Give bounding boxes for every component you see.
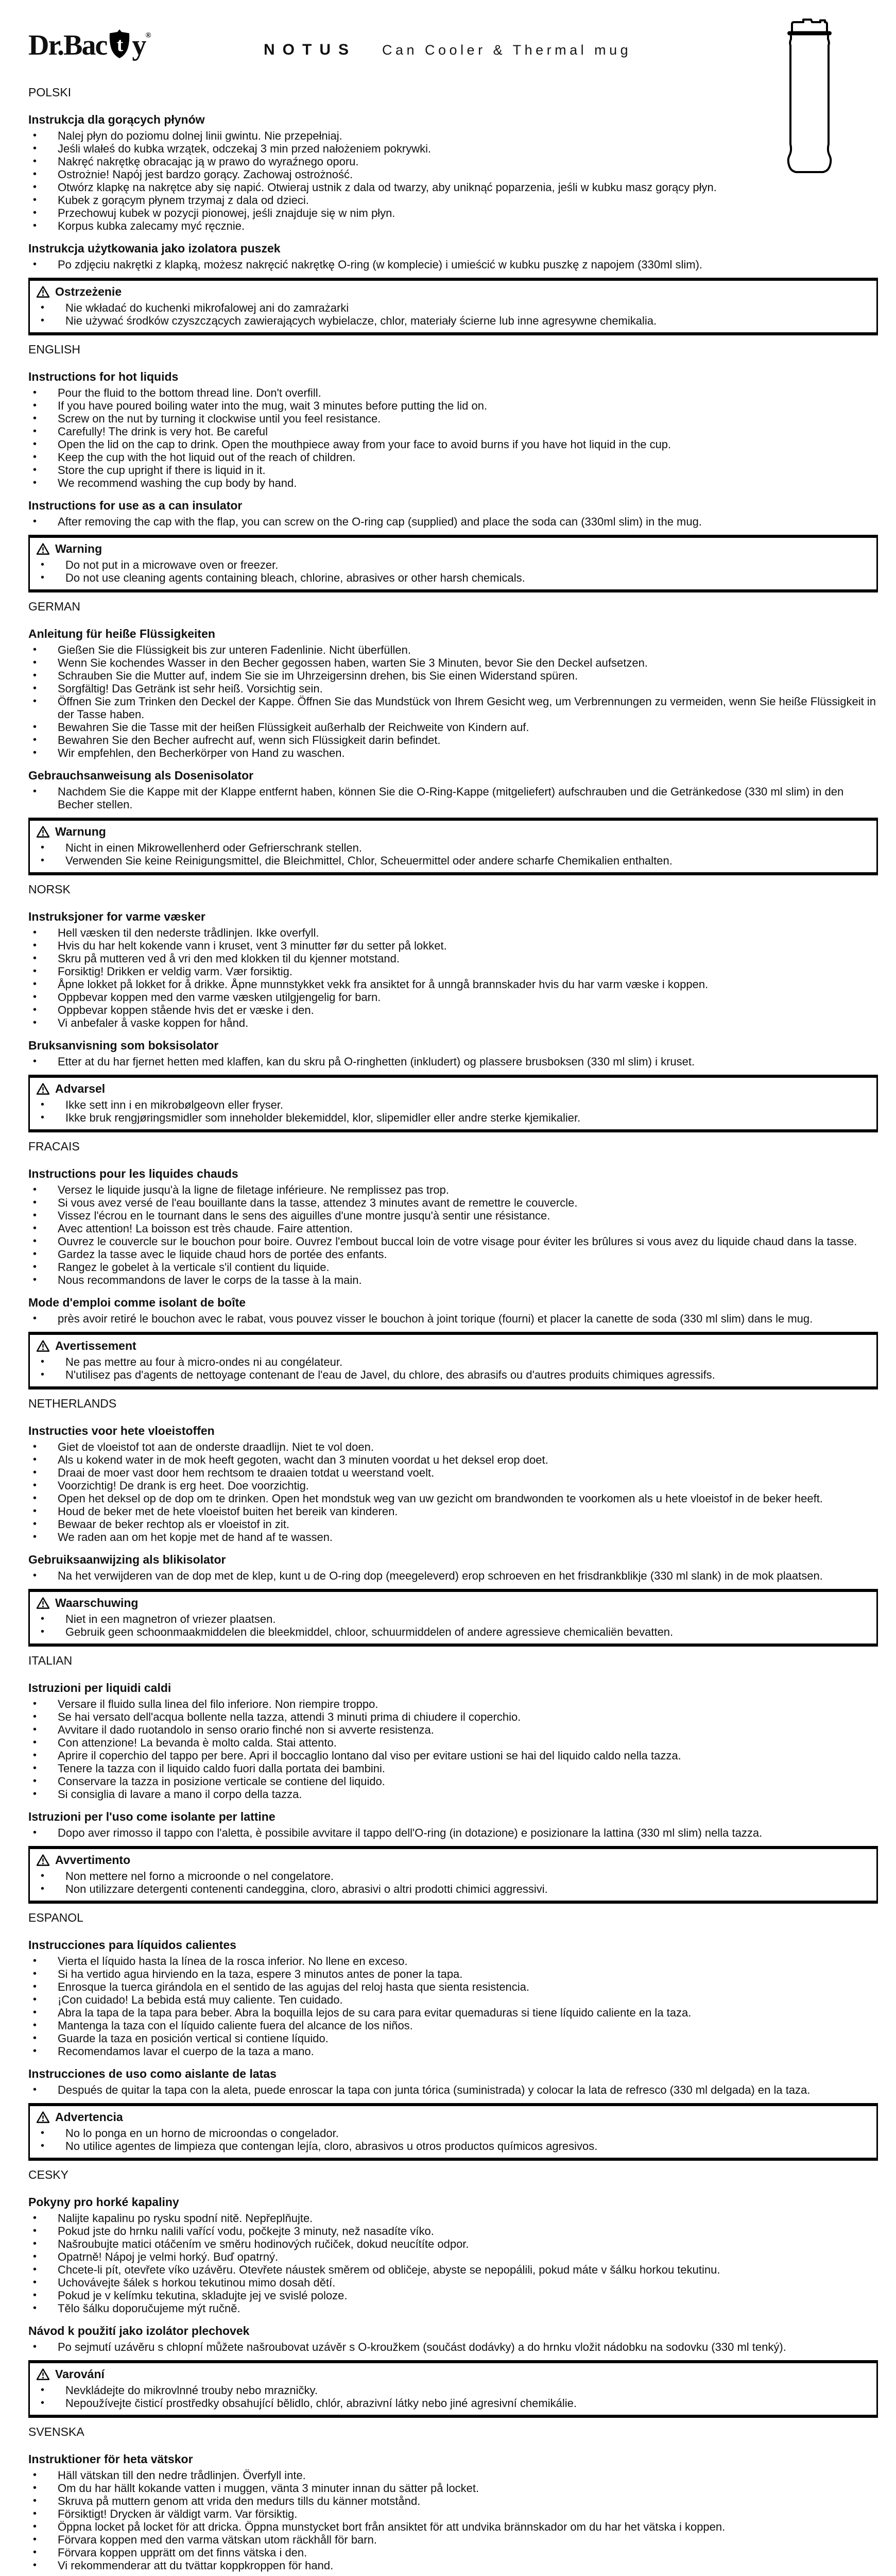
instruction-item: • Häll vätskan till den nedre trådlinjen. Överfyll inte. xyxy=(28,2469,878,2482)
instruction-item: • N'utilisez pas d'agents de nettoyage contenant de l'eau de Javel, du chlore, des abrasifs ou d'autres produits chimiques agressifs. xyxy=(36,1368,870,1381)
language-section xyxy=(28,2169,878,2418)
instruction-item: • Sorgfältig! Das Getränk ist sehr heiß. Vorsichtig sein. xyxy=(28,682,878,695)
language-section xyxy=(28,884,878,1132)
instruction-item: • Draai de moer vast door hem rechtsom te draaien totdat u weerstand voelt. xyxy=(28,1466,878,1479)
instruction-item: • Przechowuj kubek w pozycji pionowej, jeśli znajduje się w nim płyn. xyxy=(28,207,878,219)
can-insulator-list xyxy=(28,515,878,528)
instruction-item: • Non utilizzare detergenti contenenti candeggina, cloro, abrasivi o altri prodotti chimici aggressivi. xyxy=(36,1883,870,1895)
warning-list xyxy=(36,2127,870,2153)
instruction-item: • Si ha vertido agua hirviendo en la taza, espere 3 minutos antes de poner la tapa. xyxy=(28,1968,878,1980)
hot-liquids-list xyxy=(28,643,878,759)
instruction-item: • Åpne lokket på lokket for å drikke. Åpne munnstykket vekk fra ansiktet for å unngå brannskader hvis du har varm væske i koppen. xyxy=(28,978,878,991)
instruction-item: • Niet in een magnetron of vriezer plaatsen. xyxy=(36,1613,870,1625)
warning-title: Advarsel xyxy=(55,1082,106,1095)
instruction-item: • Hell væsken til den nederste trådlinjen. Ikke overfyll. xyxy=(28,926,878,939)
instruction-item: • Aprire il coperchio del tappo per bere. Apri il boccaglio lontano dal viso per evitare ustioni se hai del liquido caldo nella tazza. xyxy=(28,1749,878,1762)
instruction-item: • Wenn Sie kochendes Wasser in den Becher gegossen haben, warten Sie 3 Minuten, bevor Sie den Deckel aufsetzen. xyxy=(28,656,878,669)
warning-box xyxy=(28,2103,878,2161)
instruction-item: • Nachdem Sie die Kappe mit der Klappe entfernt haben, können Sie die O-Ring-Kappe (mitgeliefert) aufschrauben und die Getränkedose (330 ml slim) in den Becher stellen. xyxy=(28,785,878,811)
instruction-item: • Försiktigt! Drycken är väldigt varm. Var försiktig. xyxy=(28,2507,878,2520)
instruction-item: • We raden aan om het kopje met de hand af te wassen. xyxy=(28,1531,878,1544)
instruction-item: • Con attenzione! La bevanda è molto calda. Stai attento. xyxy=(28,1736,878,1749)
instruction-item: • Opatrně! Nápoj je velmi horký. Buď opatrný. xyxy=(28,2250,878,2263)
hot-liquids-list xyxy=(28,1183,878,1286)
instruction-item: • Pokud jste do hrnku nalili vařící vodu, počkejte 3 minuty, než nasadíte víko. xyxy=(28,2225,878,2238)
warning-box xyxy=(28,1846,878,1904)
hot-liquids-list xyxy=(28,386,878,489)
hot-liquids-heading: Instrucciones para líquidos calientes xyxy=(28,1938,236,1952)
can-insulator-heading: Instrucciones de uso como aislante de latas xyxy=(28,2067,277,2080)
instruction-item: • Carefully! The drink is very hot. Be careful xyxy=(28,425,878,438)
language-label: GERMAN xyxy=(28,600,80,613)
instruction-item: • Bewahren Sie den Becher aufrecht auf, wenn sich Flüssigkeit darin befindet. xyxy=(28,734,878,747)
instruction-item: • Nie używać środków czyszczących zawierających wybielacze, chlor, materiały ścierne lub inne agresywne chemikalia. xyxy=(36,314,870,327)
warning-title: Waarschuwing xyxy=(55,1596,139,1609)
can-insulator-list xyxy=(28,2341,878,2353)
language-section xyxy=(28,344,878,592)
hot-liquids-heading: Anleitung für heiße Flüssigkeiten xyxy=(28,627,215,640)
hot-liquids-heading: Pokyny pro horké kapaliny xyxy=(28,2195,179,2209)
can-insulator-list xyxy=(28,258,878,271)
hot-liquids-list xyxy=(28,2469,878,2572)
instruction-item: • If you have poured boiling water into the mug, wait 3 minutes before putting the lid on. xyxy=(28,399,878,412)
instruction-item: • Do not use cleaning agents containing bleach, chlorine, abrasives or other harsh chemicals. xyxy=(36,571,870,584)
brand-suffix: y xyxy=(132,29,146,61)
instruction-item: • Nakręć nakrętkę obracając ją w prawo do wyraźnego oporu. xyxy=(28,155,878,168)
instruction-item: • Dopo aver rimosso il tappo con l'aletta, è possibile avvitare il tappo dell'O-ring (in dotazione) e posizionare la lattina (330 ml slim) nella tazza. xyxy=(28,1826,878,1839)
warning-triangle-icon xyxy=(36,1340,50,1352)
language-label: ITALIAN xyxy=(28,1654,73,1667)
instruction-item: • Našroubujte matici otáčením ve směru hodinových ručiček, dokud neucítíte odpor. xyxy=(28,2238,878,2250)
warning-title: Ostrzeżenie xyxy=(55,285,122,298)
can-insulator-heading: Istruzioni per l'uso come isolante per lattine xyxy=(28,1810,275,1823)
instruction-item: • Abra la tapa de la tapa para beber. Abra la boquilla lejos de su cara para evitar quemaduras si tiene líquido caliente en la taza. xyxy=(28,2006,878,2019)
header xyxy=(0,0,896,88)
warning-header xyxy=(36,825,870,838)
instruction-item: • Gießen Sie die Flüssigkeit bis zur unteren Fadenlinie. Nicht überfüllen. xyxy=(28,643,878,656)
instruction-item: • Jeśli wlałeś do kubka wrzątek, odczekaj 3 min przed nałożeniem pokrywki. xyxy=(28,142,878,155)
instruction-item: • Nalej płyn do poziomu dolnej linii gwintu. Nie przepełniaj. xyxy=(28,129,878,142)
warning-title: Avvertimento xyxy=(55,1853,131,1867)
can-insulator-heading: Gebrauchsanweisung als Dosenisolator xyxy=(28,769,254,782)
hot-liquids-list xyxy=(28,2212,878,2315)
warning-list xyxy=(36,1098,870,1124)
warning-header xyxy=(36,2367,870,2381)
brand-logo xyxy=(28,31,151,60)
instruction-item: • Nevkládejte do mikrovlnné trouby nebo mrazničky. xyxy=(36,2384,870,2397)
language-section xyxy=(28,87,878,335)
instruction-item: • Kubek z gorącym płynem trzymaj z dala od dzieci. xyxy=(28,194,878,207)
language-section xyxy=(28,1141,878,1389)
language-label: FRACAIS xyxy=(28,1140,80,1153)
warning-triangle-icon xyxy=(36,1597,50,1609)
language-section xyxy=(28,1655,878,1904)
hot-liquids-heading: Istruzioni per liquidi caldi xyxy=(28,1681,171,1694)
language-section xyxy=(28,1398,878,1647)
warning-list xyxy=(36,1613,870,1638)
instruction-item: • Guarde la taza en posición vertical si contiene líquido. xyxy=(28,2032,878,2045)
warning-box xyxy=(28,1332,878,1389)
product-subtitle: Can Cooler & Thermal mug xyxy=(382,42,632,58)
instruction-item: • Vi anbefaler å vaske koppen for hånd. xyxy=(28,1016,878,1029)
warning-title: Warnung xyxy=(55,825,106,838)
instruction-item: • Tenere la tazza con il liquido caldo fuori dalla portata dei bambini. xyxy=(28,1762,878,1775)
instruction-item: • Non mettere nel forno a microonde o nel congelatore. xyxy=(36,1870,870,1883)
instruction-item: • Vierta el líquido hasta la línea de la rosca inferior. No llene en exceso. xyxy=(28,1955,878,1968)
warning-box xyxy=(28,535,878,592)
warning-triangle-icon xyxy=(36,2368,50,2381)
warning-header xyxy=(36,1339,870,1352)
instruction-item: • Etter at du har fjernet hetten med klaffen, kan du skru på O-ringhetten (inkludert) og plassere brusboksen (330 ml slim) i kruset. xyxy=(28,1055,878,1068)
hot-liquids-heading: Instructions pour les liquides chauds xyxy=(28,1167,238,1180)
warning-box xyxy=(28,1589,878,1647)
sections-container xyxy=(28,87,878,2576)
can-insulator-heading: Gebruiksaanwijzing als blikisolator xyxy=(28,1553,226,1566)
warning-list xyxy=(36,841,870,867)
language-label: NORSK xyxy=(28,883,71,896)
can-insulator-list xyxy=(28,785,878,811)
hot-liquids-heading: Instructions for hot liquids xyxy=(28,370,179,383)
instruction-item: • After removing the cap with the flap, you can screw on the O-ring cap (supplied) and place the soda can (330ml slim) in the mug. xyxy=(28,515,878,528)
warning-list xyxy=(36,301,870,327)
instruction-item: • Förvara koppen upprätt om det finns vätska i den. xyxy=(28,2546,878,2559)
instruction-item: • Korpus kubka zalecamy myć ręcznie. xyxy=(28,219,878,232)
instruction-item: • Na het verwijderen van de dop met de klep, kunt u de O-ring dop (meegeleverd) erop schroeven en het frisdrankblikje (330 ml slank) in de mok plaatsen. xyxy=(28,1569,878,1582)
instruction-item: • Voorzichtig! De drank is erg heet. Doe voorzichtig. xyxy=(28,1479,878,1492)
hot-liquids-list xyxy=(28,1955,878,2058)
language-label: ESPANOL xyxy=(28,1911,83,1924)
instruction-item: • Vi rekommenderar att du tvättar koppkroppen för hand. xyxy=(28,2559,878,2572)
warning-list xyxy=(36,2384,870,2410)
instruction-item: • Po zdjęciu nakrętki z klapką, możesz nakręcić nakrętkę O-ring (w komplecie) i umieścić w kubku puszkę z napojem (330ml slim). xyxy=(28,258,878,271)
warning-box xyxy=(28,2360,878,2418)
instruction-item: • No utilice agentes de limpieza que contengan lejía, cloro, abrasivos u otros productos químicos agresivos. xyxy=(36,2140,870,2153)
instruction-item: • Forsiktig! Drikken er veldig varm. Vær forsiktig. xyxy=(28,965,878,978)
warning-box xyxy=(28,1075,878,1132)
instruction-item: • Rangez le gobelet à la verticale s'il contient du liquide. xyxy=(28,1261,878,1274)
instruction-item: • Wir empfehlen, den Becherkörper von Hand zu waschen. xyxy=(28,747,878,759)
instruction-item: • Después de quitar la tapa con la aleta, puede enroscar la tapa con junta tórica (suministrada) y colocar la lata de refresco (330 ml delgada) en la taza. xyxy=(28,2083,878,2096)
hot-liquids-heading: Instructies voor hete vloeistoffen xyxy=(28,1424,215,1437)
can-insulator-heading: Bruksanvisning som boksisolator xyxy=(28,1039,219,1052)
can-insulator-heading: Instrukcja użytkowania jako izolatora puszek xyxy=(28,242,281,255)
can-insulator-list xyxy=(28,1055,878,1068)
warning-header xyxy=(36,1082,870,1095)
instruction-item: • Screw on the nut by turning it clockwise until you feel resistance. xyxy=(28,412,878,425)
hot-liquids-heading: Instrukcja dla gorących płynów xyxy=(28,113,205,126)
brand-prefix: Dr.Bac xyxy=(28,29,107,61)
instruction-item: • Ostrożnie! Napój jest bardzo gorący. Zachowaj ostrożność. xyxy=(28,168,878,181)
instruction-item: • Nous recommandons de laver le corps de la tasse à la main. xyxy=(28,1274,878,1286)
instruction-item: • Si consiglia di lavare a mano il corpo della tazza. xyxy=(28,1788,878,1801)
can-insulator-list xyxy=(28,2083,878,2096)
warning-list xyxy=(36,1355,870,1381)
instruction-item: • Versez le liquide jusqu'à la ligne de filetage inférieure. Ne remplissez pas trop. xyxy=(28,1183,878,1196)
warning-list xyxy=(36,1870,870,1895)
can-insulator-heading: Mode d'emploi comme isolant de boîte xyxy=(28,1296,246,1309)
warning-title: Warning xyxy=(55,542,102,555)
hot-liquids-heading: Instruktioner för heta vätskor xyxy=(28,2452,193,2466)
instruction-item: • Chcete-li pít, otevřete víko uzávěru. Otevřete náustek směrem od obličeje, abyste se nepopálili, pokud máte v šálku horkou tekutinu. xyxy=(28,2263,878,2276)
instruction-item: • Uchovávejte šálek s horkou tekutinou mimo dosah dětí. xyxy=(28,2276,878,2289)
hot-liquids-list xyxy=(28,926,878,1029)
instruction-item: • Schrauben Sie die Mutter auf, indem Sie sie im Uhrzeigersinn drehen, bis Sie einen Widerstand spüren. xyxy=(28,669,878,682)
warning-header xyxy=(36,285,870,298)
instruction-item: • Förvara koppen med den varma vätskan utom räckhåll för barn. xyxy=(28,2533,878,2546)
instruction-item: • Giet de vloeistof tot aan de onderste draadlijn. Niet te vol doen. xyxy=(28,1440,878,1453)
instruction-item: • Gardez la tasse avec le liquide chaud hors de portée des enfants. xyxy=(28,1248,878,1261)
product-name: NOTUS xyxy=(264,41,356,58)
registered-mark-icon: ® xyxy=(145,31,151,40)
instruction-item: • Avec attention! La boisson est très chaude. Faire attention. xyxy=(28,1222,878,1235)
instruction-item: • près avoir retiré le bouchon avec le rabat, vous pouvez visser le bouchon à joint torique (fourni) et placer la canette de soda (330 ml slim) dans le mug. xyxy=(28,1312,878,1325)
warning-header xyxy=(36,542,870,555)
instruction-item: • Houd de beker met de hete vloeistof buiten het bereik van kinderen. xyxy=(28,1505,878,1518)
instruction-item: • Open het deksel op de dop om te drinken. Open het mondstuk weg van uw gezicht om brandwonden te voorkomen als u hete vloeistof in de beker heeft. xyxy=(28,1492,878,1505)
can-insulator-heading: Instructions for use as a can insulator xyxy=(28,499,243,512)
instruction-item: • Om du har hällt kokande vatten i muggen, vänta 3 minuter innan du sätter på locket. xyxy=(28,2482,878,2495)
warning-box xyxy=(28,278,878,335)
hot-liquids-heading: Instruksjoner for varme væsker xyxy=(28,910,205,923)
warning-triangle-icon xyxy=(36,825,50,838)
language-label: ENGLISH xyxy=(28,343,80,356)
warning-triangle-icon xyxy=(36,1082,50,1095)
language-section xyxy=(28,2426,878,2576)
instruction-item: • Do not put in a microwave oven or freezer. xyxy=(36,558,870,571)
hot-liquids-list xyxy=(28,1440,878,1544)
instruction-item: • Öffnen Sie zum Trinken den Deckel der Kappe. Öffnen Sie das Mundstück von Ihrem Gesicht weg, um Verbrennungen zu vermeiden, wenn Sie heiße Flüssigkeit in der Tasse haben. xyxy=(28,695,878,721)
can-insulator-list xyxy=(28,1312,878,1325)
language-label: NETHERLANDS xyxy=(28,1397,117,1410)
instruction-item: • Nicht in einen Mikrowellenherd oder Gefrierschrank stellen. xyxy=(36,841,870,854)
language-label: POLSKI xyxy=(28,86,72,99)
language-section xyxy=(28,601,878,875)
instruction-item: • Skru på mutteren ved å vri den med klokken til du kjenner motstand. xyxy=(28,952,878,965)
hot-liquids-list xyxy=(28,1698,878,1801)
instruction-item: • Oppbevar koppen med den varme væsken utilgjengelig for barn. xyxy=(28,991,878,1004)
instruction-item: • Avvitare il dado ruotandolo in senso orario finché non si avverte resistenza. xyxy=(28,1723,878,1736)
instruction-item: • ¡Con cuidado! La bebida está muy caliente. Ten cuidado. xyxy=(28,1993,878,2006)
instruction-item: • Ne pas mettre au four à micro-ondes ni au congélateur. xyxy=(36,1355,870,1368)
warning-title: Avertissement xyxy=(55,1339,136,1352)
language-label: SVENSKA xyxy=(28,2425,84,2438)
instruction-item: • Recomendamos lavar el cuerpo de la taza a mano. xyxy=(28,2045,878,2058)
instruction-item: • Vissez l'écrou en le tournant dans le sens des aiguilles d'une montre jusqu'à sentir une résistance. xyxy=(28,1209,878,1222)
instruction-item: • Öppna locket på locket för att dricka. Öppna munstycket bort från ansiktet för att undvika brännskador om du har het vätska i koppen. xyxy=(28,2520,878,2533)
instruction-item: • Store the cup upright if there is liquid in it. xyxy=(28,464,878,477)
language-section xyxy=(28,1912,878,2161)
language-label: CESKY xyxy=(28,2168,68,2181)
instruction-item: • Ouvrez le couvercle sur le bouchon pour boire. Ouvrez l'embout buccal loin de votre visage pour éviter les brûlures si vous avez du liquide chaud dans la tasse. xyxy=(28,1235,878,1248)
can-insulator-list xyxy=(28,1826,878,1839)
warning-header xyxy=(36,1596,870,1609)
instruction-item: • Pokud je v kelímku tekutina, skladujte jej ve svislé poloze. xyxy=(28,2289,878,2302)
instruction-item: • Conservare la tazza in posizione verticale se contiene del liquido. xyxy=(28,1775,878,1788)
instruction-item: • Oppbevar koppen stående hvis det er væske i den. xyxy=(28,1004,878,1016)
instruction-item: • Verwenden Sie keine Reinigungsmittel, die Bleichmittel, Chlor, Scheuermittel oder andere scharfe Chemikalien enthalten. xyxy=(36,854,870,867)
instruction-item: • Pour the fluid to the bottom thread line. Don't overfill. xyxy=(28,386,878,399)
instruction-item: • Keep the cup with the hot liquid out of the reach of children. xyxy=(28,451,878,464)
warning-header xyxy=(36,2110,870,2124)
instruction-item: • Otwórz klapkę na nakrętce aby się napić. Otwieraj ustnik z dala od twarzy, aby uniknąć poparzenia, jeśli w kubku masz gorący płyn. xyxy=(28,181,878,194)
warning-box xyxy=(28,818,878,875)
instruction-item: • No lo ponga en un horno de microondas o congelador. xyxy=(36,2127,870,2140)
instruction-item: • Ikke sett inn i en mikrobølgeovn eller fryser. xyxy=(36,1098,870,1111)
instruction-item: • Gebruik geen schoonmaakmiddelen die bleekmiddel, chloor, schuurmiddelen of andere agressieve chemicaliën bevatten. xyxy=(36,1625,870,1638)
instruction-item: • Als u kokend water in de mok heeft gegoten, wacht dan 3 minuten voordat u het deksel erop doet. xyxy=(28,1453,878,1466)
instruction-item: • Open the lid on the cap to drink. Open the mouthpiece away from your face to avoid burns if you have hot liquid in the cup. xyxy=(28,438,878,451)
warning-triangle-icon xyxy=(36,543,50,555)
can-insulator-heading: Návod k použití jako izolátor plechovek xyxy=(28,2324,250,2337)
warning-triangle-icon xyxy=(36,285,50,298)
instruction-item: • Nalijte kapalinu po rysku spodní nitě. Nepřeplňujte. xyxy=(28,2212,878,2225)
brand-shield-icon xyxy=(108,29,131,59)
instruction-item: • Hvis du har helt kokende vann i kruset, vent 3 minutter før du setter på lokket. xyxy=(28,939,878,952)
warning-header xyxy=(36,1853,870,1867)
instruction-item: • Nepoužívejte čisticí prostředky obsahující bělidlo, chlór, abrazivní látky nebo jiné agresivní chemikálie. xyxy=(36,2397,870,2410)
instruction-item: • Tělo šálku doporučujeme mýt ručně. xyxy=(28,2302,878,2315)
hot-liquids-list xyxy=(28,129,878,232)
brand-shield-letter: t xyxy=(117,34,123,56)
instruction-item: • Nie wkładać do kuchenki mikrofalowej ani do zamrażarki xyxy=(36,301,870,314)
instruction-item: • Bewaar de beker rechtop als er vloeistof in zit. xyxy=(28,1518,878,1531)
warning-title: Advertencia xyxy=(55,2110,123,2124)
instruction-item: • Mantenga la taza con el líquido caliente fuera del alcance de los niños. xyxy=(28,2019,878,2032)
warning-triangle-icon xyxy=(36,1854,50,1867)
instruction-item: • Bewahren Sie die Tasse mit der heißen Flüssigkeit außerhalb der Reichweite von Kindern auf. xyxy=(28,721,878,734)
warning-list xyxy=(36,558,870,584)
warning-triangle-icon xyxy=(36,2111,50,2124)
instruction-item: • Enrosque la tuerca girándola en el sentido de las agujas del reloj hasta que sienta resistencia. xyxy=(28,1980,878,1993)
instruction-item: • Po sejmutí uzávěru s chlopní můžete našroubovat uzávěr s O-kroužkem (součást dodávky) a do hrnku vložit nádobku na sodovku (330 ml tenký). xyxy=(28,2341,878,2353)
instruction-item: • Versare il fluido sulla linea del filo inferiore. Non riempire troppo. xyxy=(28,1698,878,1710)
instruction-item: • Se hai versato dell'acqua bollente nella tazza, attendi 3 minuti prima di chiudere il coperchio. xyxy=(28,1710,878,1723)
instruction-item: • We recommend washing the cup body by hand. xyxy=(28,477,878,489)
instruction-item: • Si vous avez versé de l'eau bouillante dans la tasse, attendez 3 minutes avant de remettre le couvercle. xyxy=(28,1196,878,1209)
instruction-item: • Ikke bruk rengjøringsmidler som inneholder blekemiddel, klor, slipemidler eller andre sterke kjemikalier. xyxy=(36,1111,870,1124)
instruction-item: • Skruva på muttern genom att vrida den medurs tills du känner motstånd. xyxy=(28,2495,878,2507)
warning-title: Varování xyxy=(55,2367,105,2381)
can-insulator-list xyxy=(28,1569,878,1582)
